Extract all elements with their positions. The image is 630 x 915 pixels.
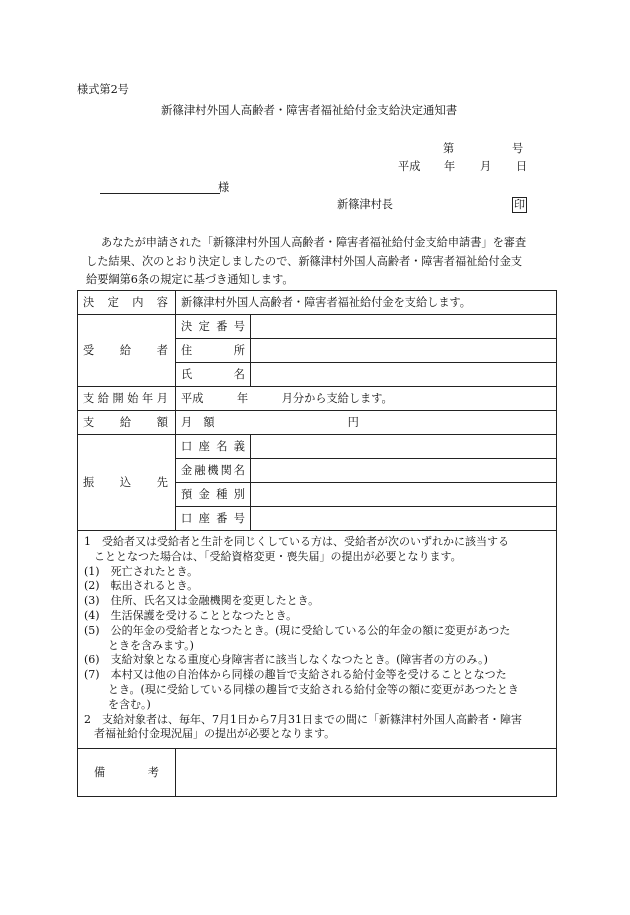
note-1-line-2: こととなつた場合は、「受給資格変更・喪失届」の提出が必要となります。 [94, 549, 462, 563]
amount-monthly-label: 月 額 [181, 415, 215, 429]
note-item-continuation: を含む。) [108, 697, 151, 711]
note-item: (1) 死亡されたとき。 [84, 564, 199, 578]
intro-line-1: あなたが申請された「新篠津村外国人高齢者・障害者福祉給付金支給申請書」を審査 [101, 236, 527, 249]
note-item: (3) 住所、氏名又は金融機関を変更したとき。 [84, 594, 320, 608]
remarks-field[interactable] [176, 749, 557, 797]
bank-name-field[interactable] [251, 459, 557, 483]
date-month: 月 [480, 160, 492, 173]
recipient-address-label: 住所 [176, 339, 251, 363]
deposit-type-label: 預金種別 [176, 483, 251, 507]
row-start-month [78, 387, 557, 411]
deposit-type-field[interactable] [251, 483, 557, 507]
amount-label: 支給額 [78, 411, 176, 435]
date-day: 日 [516, 160, 528, 173]
seal-mark: 印 [514, 198, 525, 211]
intro-line-2: した結果、次のとおり決定しましたので、新篠津村外国人高齢者・障害者福祉給付金支 [86, 255, 523, 268]
row-decision [78, 291, 557, 315]
row-remarks [78, 749, 557, 797]
decision-label: 決定内容 [78, 291, 176, 315]
intro-line-3: 給要綱第6条の規定に基づき通知します。 [86, 273, 294, 286]
issuer-name: 新篠津村長 [337, 198, 393, 211]
note-item: (2) 転出されるとき。 [84, 579, 199, 593]
bank-name-label: 金融機関名 [176, 459, 251, 483]
note-item: (7) 本村又は他の自治体から同様の趣旨で支給される給付金等を受けることとなつた [84, 668, 507, 682]
recipient-address-field[interactable] [251, 339, 557, 363]
note-item-continuation: ときを含みます。) [108, 638, 194, 652]
recipient-label: 受給者 [78, 315, 176, 387]
row-recipient-number [78, 315, 557, 339]
recipient-name-label: 氏名 [176, 363, 251, 387]
recipient-name-field[interactable] [251, 363, 557, 387]
seal-mark-wrap [512, 197, 527, 213]
note-item: (4) 生活保護を受けることとなつたとき。 [84, 608, 298, 622]
recipient-number-label: 決定番号 [176, 315, 251, 339]
account-number-field[interactable] [251, 507, 557, 531]
row-notes [78, 531, 557, 749]
date-era: 平成 [398, 160, 421, 173]
note-2-line-1: 2 支給対象者は、毎年、7月1日から7月31日までの間に「新篠津村外国人高齢者・障害 [84, 712, 522, 726]
addressee-honorific: 様 [218, 181, 230, 194]
note-2-line-2: 者福祉給付金現況届」の提出が必要となります。 [94, 727, 336, 741]
note-item: (6) 支給対象となる重度心身障害者に該当しなくなつたとき。(障害者の方のみ。) [84, 653, 488, 667]
date-year: 年 [444, 160, 456, 173]
doc-number-prefix: 第 [443, 142, 455, 155]
note-item-continuation: とき。(現に受給している同様の趣旨で支給される給付金等の額に変更があつたとき [108, 682, 519, 696]
recipient-number-field[interactable] [251, 315, 557, 339]
remarks-label: 備考 [78, 749, 176, 797]
amount-unit: 円 [347, 415, 359, 429]
amount-value-cell[interactable] [176, 411, 557, 435]
start-month-label: 支給開始年月 [78, 387, 176, 411]
note-1-line-1: 1 受給者又は受給者と生計を同じくしている方は、受給者が次のいずれかに該当する [84, 535, 509, 548]
note-item: (5) 公的年金の受給者となつたとき。(現に受給している公的年金の額に変更があつた [84, 623, 511, 637]
row-amount [78, 411, 557, 435]
addressee-underline [100, 193, 220, 194]
row-account-holder [78, 435, 557, 459]
account-number-label: 口座番号 [176, 507, 251, 531]
decision-table [77, 290, 557, 797]
document-title: 新篠津村外国人高齢者・障害者福祉給付金支給決定通知書 [161, 103, 458, 117]
doc-number-suffix: 号 [512, 142, 524, 155]
notes-cell [78, 531, 557, 749]
account-holder-field[interactable] [251, 435, 557, 459]
account-holder-label: 口座名義 [176, 435, 251, 459]
transfer-label: 振込先 [78, 435, 176, 531]
form-number: 様式第2号 [77, 83, 129, 96]
decision-value: 新篠津村外国人高齢者・障害者福祉給付金を支給します。 [176, 291, 557, 315]
start-month-value: 平成 年 月分から支給します。 [176, 387, 557, 411]
